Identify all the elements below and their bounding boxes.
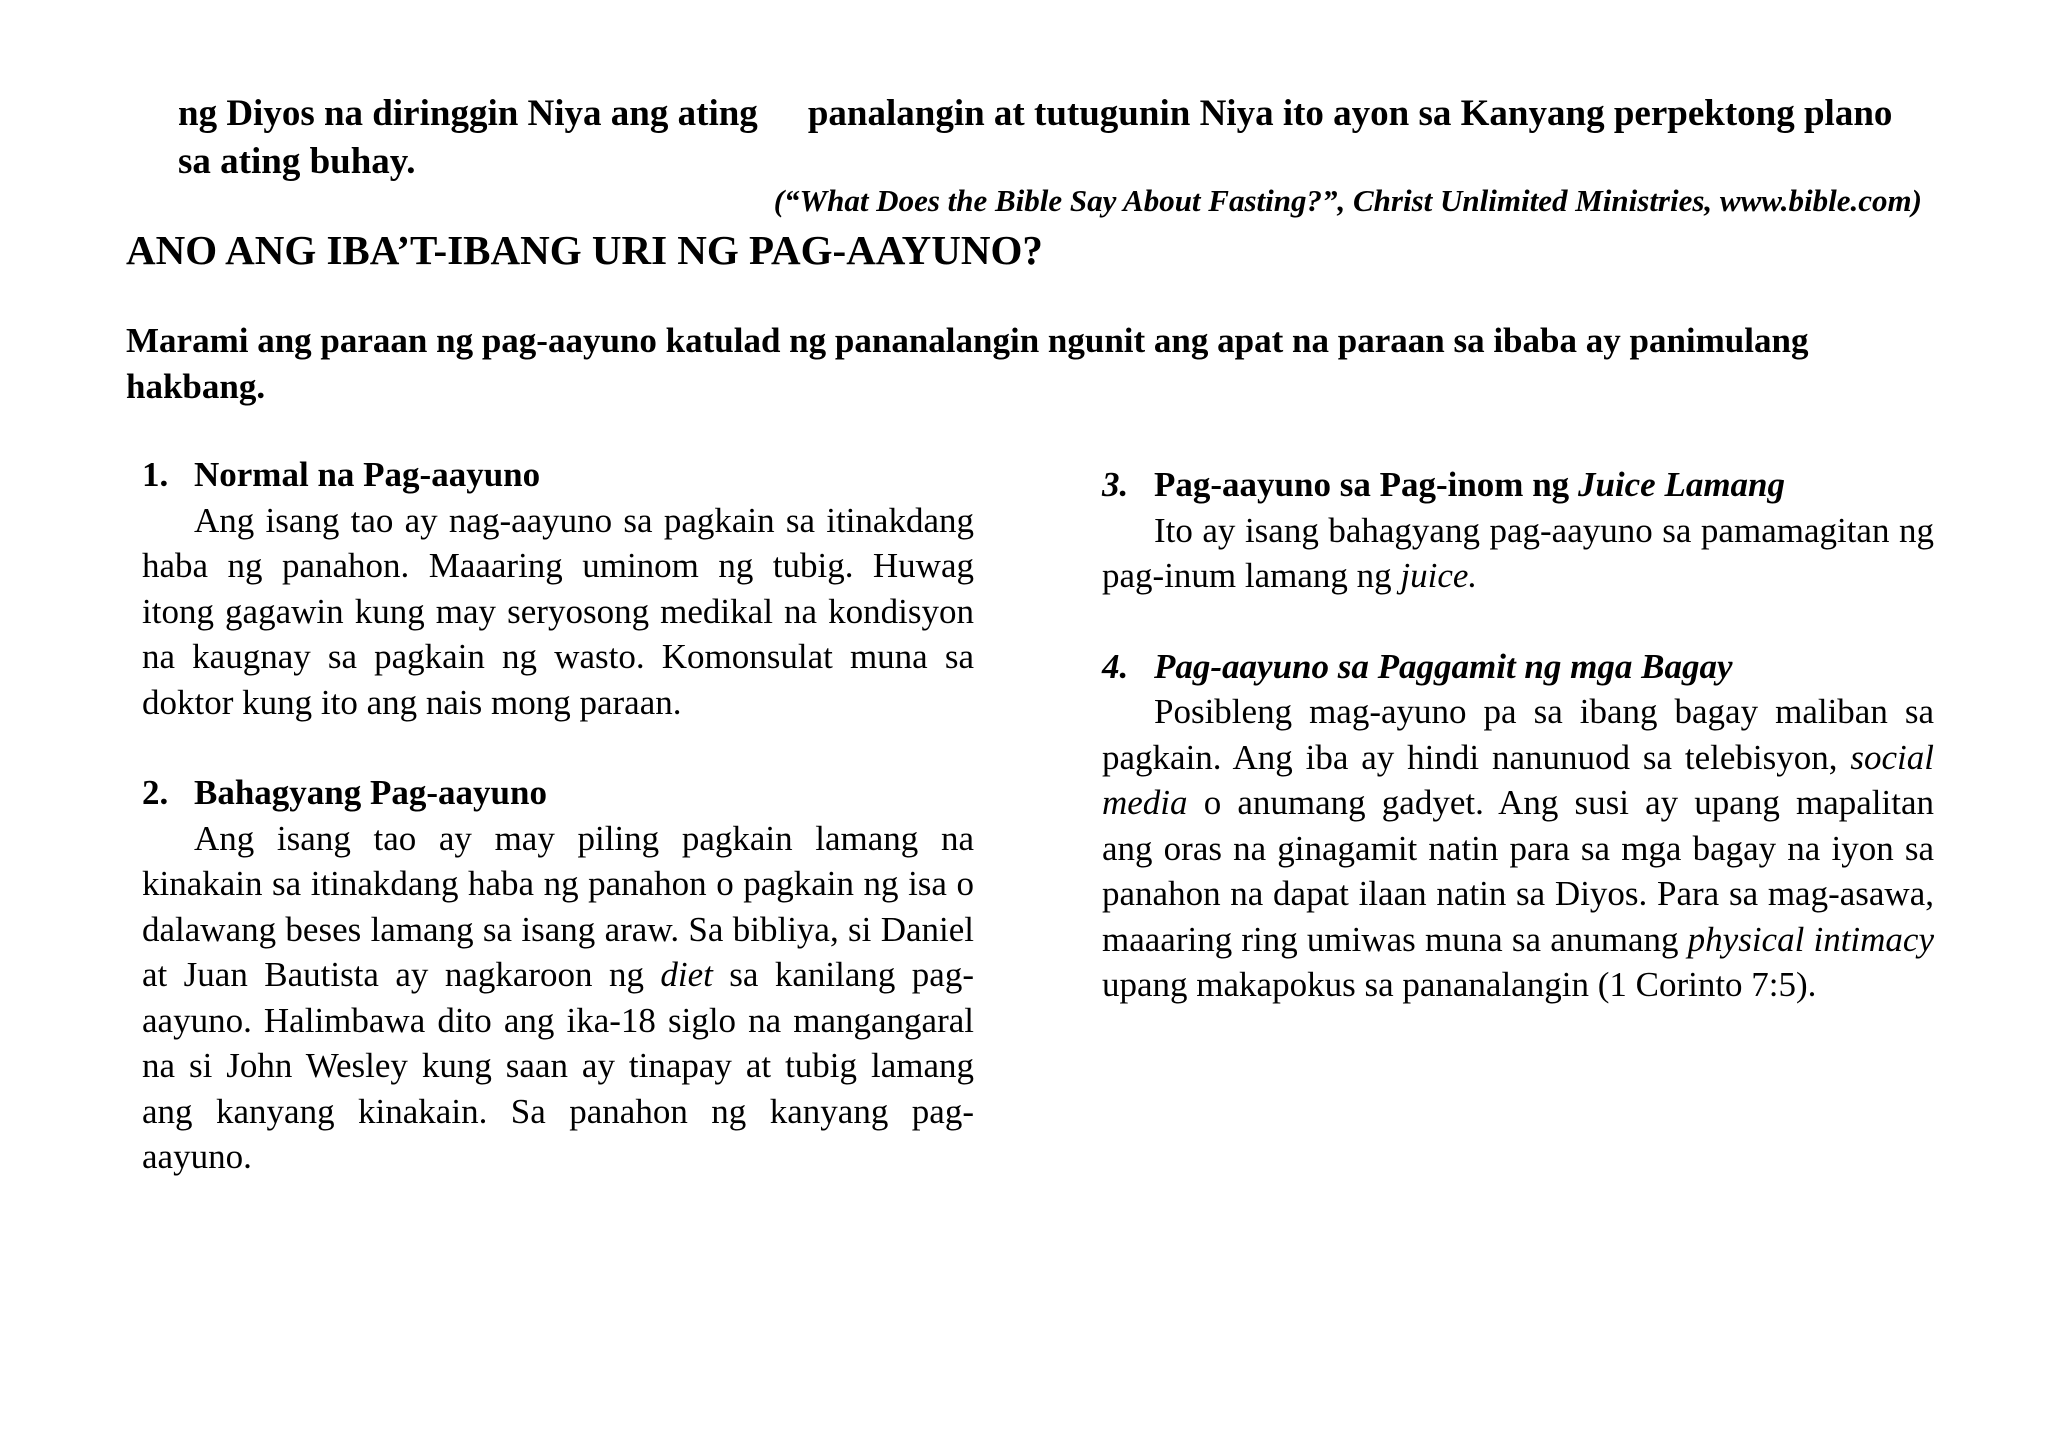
intro-text-part2: panalangin at tutugunin Niya ito ayon sa Kanyang perpektong plano sa ating buhay.: [178, 93, 1893, 182]
body-text: upang makapokus sa pananalangin (1 Corinto 7:5).: [1102, 965, 1817, 1004]
list-number: 1.: [142, 455, 169, 494]
fasting-type-body: Ang isang tao ay nag-aayuno sa pagkain sa itinakdang haba ng panahon. Maaaring uminom ng tubig. Huwag itong gagawin kung may seryosong medikal na kondisyon na kaugnay sa pagkain ng wasto. Komonsulat muna sa doktor kung ito ang nais mong paraan.: [142, 500, 974, 722]
fasting-type-4: [1102, 644, 1934, 1008]
fasting-type-title: [1102, 644, 1934, 690]
fasting-type-1: [142, 452, 974, 725]
body-emphasis: diet: [660, 955, 713, 994]
body-text: Posibleng mag-ayuno pa sa ibang bagay maliban sa pagkain. Ang iba ay hindi nanunuod sa telebisyon,: [1102, 692, 1934, 777]
left-column: [142, 452, 974, 1180]
section-heading: ANO ANG IBA’T-IBANG URI NG PAG-AAYUNO?: [126, 227, 1043, 273]
intro-text-part1: ng Diyos na diringgin Niya ang ating: [178, 93, 758, 134]
lead-paragraph: Marami ang paraan ng pag-aayuno katulad ng pananalangin ngunit ang apat na paraan sa ibaba ay panimulang hakbang.: [126, 321, 1809, 406]
citation: (“What Does the Bible Say About Fasting?”, Christ Unlimited Ministries, www.bible.com): [773, 183, 1922, 218]
list-number: 3.: [1102, 465, 1129, 504]
intro-paragraph: [178, 90, 1898, 186]
body-emphasis: juice.: [1400, 556, 1478, 595]
fasting-type-body: [1102, 689, 1934, 1008]
title-emphasis: Juice Lamang: [1577, 465, 1786, 504]
body-text: Ang isang tao ay may piling pagkain lamang na kinakain sa itinakdang haba ng panahon o pagkain ng isa o dalawang beses lamang sa isang araw. Sa bibliya, si Daniel at Juan Bautista ay nagkaroon ng: [142, 818, 974, 994]
title-text: Pag-aayuno sa Paggamit ng mga Bagay: [1154, 646, 1733, 686]
list-number: 4.: [1102, 646, 1129, 686]
fasting-type-body: [142, 816, 974, 1180]
fasting-type-body: [1102, 508, 1934, 599]
body-emphasis: physical intimacy: [1687, 919, 1934, 959]
fasting-type-title: [142, 452, 974, 498]
fasting-type-2: [142, 770, 974, 1180]
fasting-type-title: [1102, 462, 1934, 508]
list-number: 2.: [142, 773, 169, 812]
body-text: Ito ay isang bahagyang pag-aayuno sa pamamagitan ng pag-inum lamang ng: [1102, 510, 1934, 595]
body-text: sa kanilang pag-aayuno. Halimbawa dito ang ika-18 siglo na mangangaral na si John Wesley kung saan ay tinapay at tubig lamang ang kanyang kinakain. Sa panahon ng kanyang pag-aayuno.: [142, 955, 974, 1176]
body-text: o anumang gadyet. Ang susi ay upang mapalitan ang oras na ginagamit natin para sa mga bagay na iyon sa panahon na dapat ilaan natin sa Diyos. Para sa mag-asawa, maaaring ring umiwas muna sa anumang: [1102, 783, 1934, 959]
title-text: Normal na Pag-aayuno: [194, 455, 541, 494]
body-emphasis: social media: [1102, 737, 1935, 822]
right-column: [1102, 462, 1934, 1008]
title-text: Pag-aayuno sa Pag-inom ng: [1154, 465, 1570, 504]
title-text: Bahagyang Pag-aayuno: [194, 773, 547, 812]
fasting-type-title: [142, 770, 974, 816]
fasting-type-3: [1102, 462, 1934, 599]
